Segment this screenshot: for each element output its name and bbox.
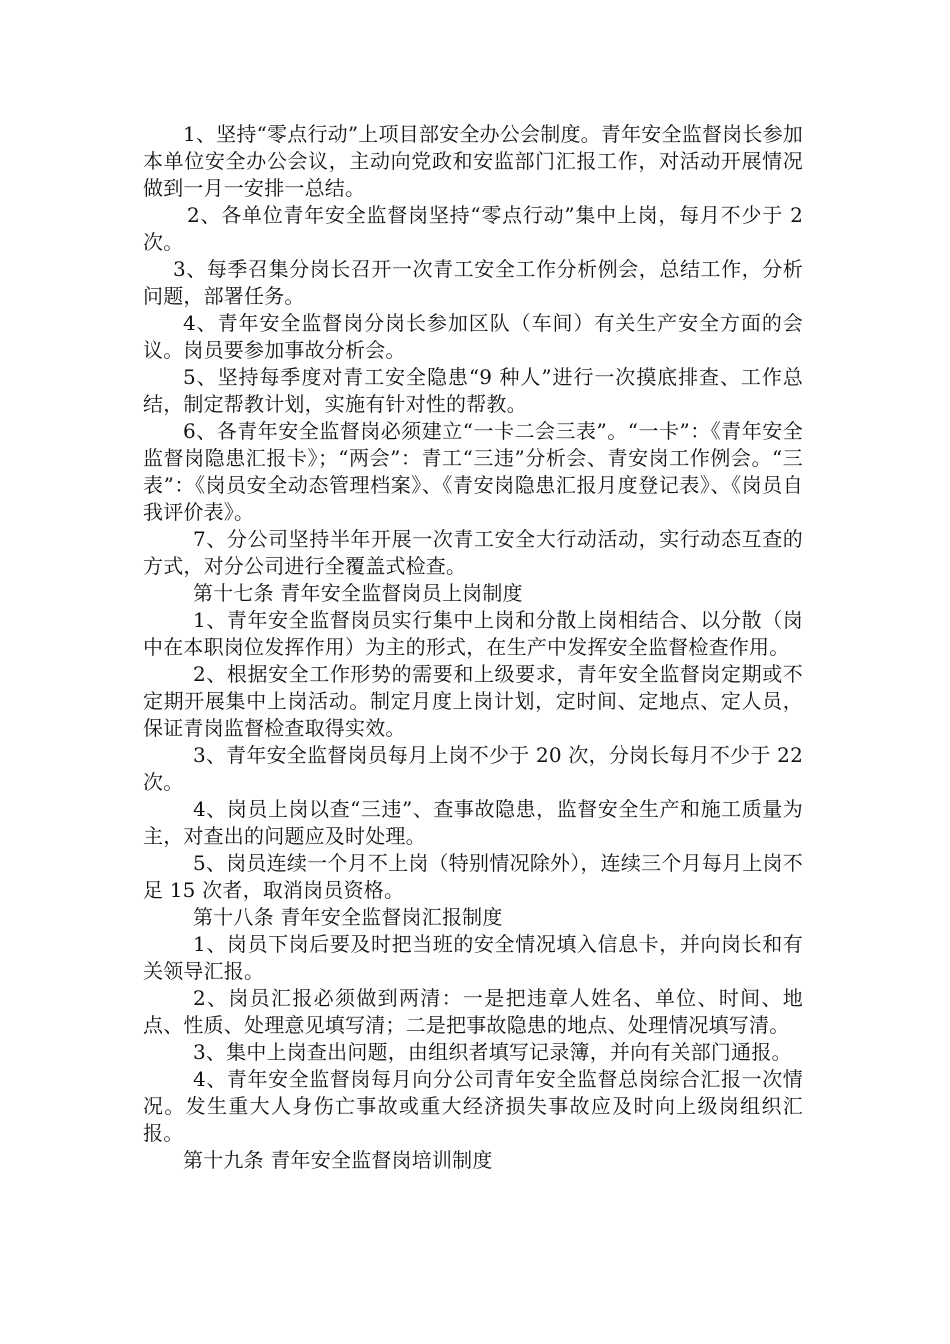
article-17-item-1: 1、青年安全监督岗员实行集中上岗和分散上岗相结合、以分散（岗中在本职岗位发挥作用）为主的形式，在生产中发挥安全监督检查作用。	[143, 608, 803, 659]
article-17-heading: 第十七条 青年安全监督岗员上岗制度	[193, 581, 523, 605]
rule-item-7: 7、分公司坚持半年开展一次青工安全大行动活动，实行动态互查的方式，对分公司进行全覆盖式检查。	[143, 527, 803, 578]
rule-item-6: 6、各青年安全监督岗必须建立“一卡二会三表”。“一卡”：《青年安全监督岗隐患汇报卡》；“两会”：青工“三违”分析会、青安岗工作例会。“三表”：《岗员安全动态管理档案》、《青安岗隐患汇报月度登记表》、《岗员自我评价表》。	[143, 419, 803, 524]
article-17-item-3: 3、青年安全监督岗员每月上岗不少于 20 次，分岗长每月不少于 22 次。	[143, 743, 803, 794]
article-17-item-4: 4、岗员上岗以查“三违”、查事故隐患，监督安全生产和施工质量为主，对查出的问题应及时处理。	[143, 797, 803, 848]
article-18-heading: 第十八条 青年安全监督岗汇报制度	[193, 905, 503, 929]
rule-item-1: 1、坚持“零点行动”上项目部安全办公会制度。青年安全监督岗长参加本单位安全办公会议，主动向党政和安监部门汇报工作，对活动开展情况做到一月一安排一总结。	[143, 122, 803, 200]
document-body	[143, 121, 803, 1174]
article-18-item-1: 1、岗员下岗后要及时把当班的安全情况填入信息卡，并向岗长和有关领导汇报。	[143, 932, 803, 983]
article-18-item-3: 3、集中上岗查出问题，由组织者填写记录簿，并向有关部门通报。	[193, 1040, 792, 1064]
article-17-item-5: 5、岗员连续一个月不上岗（特别情况除外），连续三个月每月上岗不足 15 次者，取消岗员资格。	[143, 851, 803, 902]
article-19-heading: 第十九条 青年安全监督岗培训制度	[183, 1148, 493, 1172]
article-17-item-2: 2、根据安全工作形势的需要和上级要求，青年安全监督岗定期或不定期开展集中上岗活动。制定月度上岗计划，定时间、定地点、定人员，保证青岗监督检查取得实效。	[143, 662, 803, 740]
rule-item-2: 2、各单位青年安全监督岗坚持“零点行动”集中上岗，每月不少于 2 次。	[143, 203, 803, 254]
rule-item-3: 3、每季召集分岗长召开一次青工安全工作分析例会，总结工作，分析问题，部署任务。	[143, 257, 803, 308]
rule-item-5: 5、坚持每季度对青工安全隐患“9 种人”进行一次摸底排查、工作总结，制定帮教计划，实施有针对性的帮教。	[143, 365, 803, 416]
article-18-item-2: 2、岗员汇报必须做到两清：一是把违章人姓名、单位、时间、地点、性质、处理意见填写清；二是把事故隐患的地点、处理情况填写清。	[143, 986, 803, 1037]
article-18-item-4: 4、青年安全监督岗每月向分公司青年安全监督总岗综合汇报一次情况。发生重大人身伤亡事故或重大经济损失事故应及时向上级岗组织汇报。	[143, 1067, 803, 1145]
rule-item-4: 4、青年安全监督岗分岗长参加区队（车间）有关生产安全方面的会议。岗员要参加事故分析会。	[143, 311, 803, 362]
